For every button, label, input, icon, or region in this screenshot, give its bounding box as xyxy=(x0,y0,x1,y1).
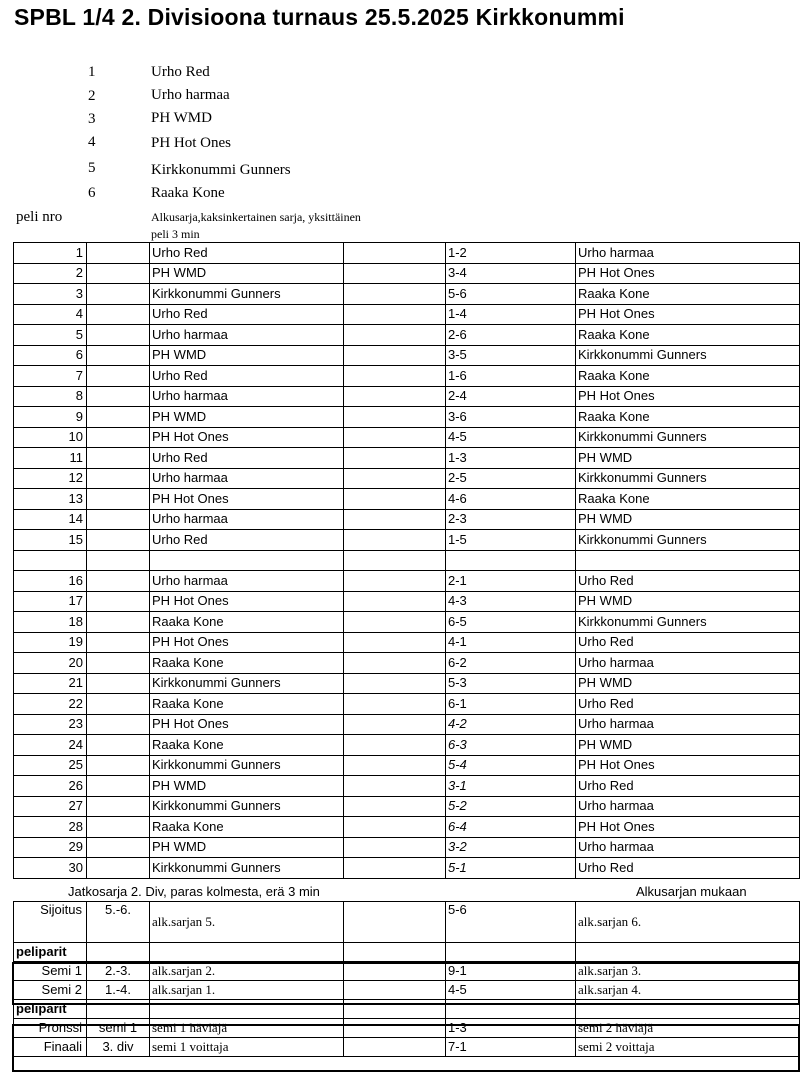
game-number: 24 xyxy=(14,735,87,756)
pairing: 1-3 xyxy=(446,448,576,469)
empty-cell xyxy=(87,591,150,612)
pairing: 5-3 xyxy=(446,673,576,694)
away-team: Raaka Kone xyxy=(576,325,800,346)
empty-cell xyxy=(344,612,446,633)
empty-cell xyxy=(87,325,150,346)
game-row xyxy=(14,509,800,530)
home-team: Urho harmaa xyxy=(150,509,344,530)
away-team: Urho harmaa xyxy=(576,714,800,735)
home-team: PH Hot Ones xyxy=(150,489,344,510)
team-number: 3 xyxy=(88,111,96,127)
empty-cell xyxy=(87,284,150,305)
home-cell: alk.sarjan 5. xyxy=(150,902,344,943)
row-label: Semi 2 xyxy=(14,981,87,1000)
away-team: PH Hot Ones xyxy=(576,386,800,407)
schedule-table xyxy=(13,242,800,879)
empty-cell xyxy=(344,673,446,694)
home-team: Raaka Kone xyxy=(150,735,344,756)
pairing: 1-6 xyxy=(446,366,576,387)
away-team: Urho Red xyxy=(576,858,800,879)
empty-cell xyxy=(87,837,150,858)
away-team: PH WMD xyxy=(576,509,800,530)
away-team: Urho Red xyxy=(576,776,800,797)
game-row xyxy=(14,243,800,264)
away-cell: alk.sarjan 6. xyxy=(576,902,800,943)
bronze-row xyxy=(14,1019,800,1038)
rank-cell: semi 1 xyxy=(87,1019,150,1038)
away-cell: alk.sarjan 4. xyxy=(576,981,800,1000)
empty-cell xyxy=(87,304,150,325)
game-row xyxy=(14,632,800,653)
game-row xyxy=(14,325,800,346)
game-number: 29 xyxy=(14,837,87,858)
game-row xyxy=(14,345,800,366)
empty-cell xyxy=(87,735,150,756)
game-row xyxy=(14,468,800,489)
empty-cell xyxy=(344,448,446,469)
home-cell: semi 1 voittaja xyxy=(150,1038,344,1057)
home-team: PH WMD xyxy=(150,263,344,284)
empty-cell xyxy=(344,735,446,756)
rank-cell: 1.-4. xyxy=(87,981,150,1000)
empty-cell xyxy=(344,407,446,428)
game-row xyxy=(14,386,800,407)
game-row xyxy=(14,735,800,756)
game-row xyxy=(14,489,800,510)
home-team: Urho Red xyxy=(150,448,344,469)
game-number: 6 xyxy=(14,345,87,366)
according-to-preliminary-label: Alkusarjan mukaan xyxy=(636,884,747,899)
game-number: 17 xyxy=(14,591,87,612)
team-number: 1 xyxy=(88,64,96,80)
away-team: Urho Red xyxy=(576,571,800,592)
pairs-header-row xyxy=(14,1000,800,1019)
away-team: Urho Red xyxy=(576,632,800,653)
game-row xyxy=(14,530,800,551)
game-row xyxy=(14,366,800,387)
empty-cell xyxy=(87,694,150,715)
team-name: Raaka Kone xyxy=(151,185,225,201)
home-team: PH Hot Ones xyxy=(150,427,344,448)
away-team: Urho harmaa xyxy=(576,653,800,674)
pairing: 6-5 xyxy=(446,612,576,633)
empty-cell xyxy=(87,632,150,653)
empty-cell xyxy=(87,858,150,879)
empty-cell xyxy=(344,325,446,346)
game-row xyxy=(14,817,800,838)
game-row xyxy=(14,653,800,674)
empty-cell xyxy=(87,653,150,674)
game-number: 1 xyxy=(14,243,87,264)
home-team: PH WMD xyxy=(150,776,344,797)
empty-cell xyxy=(344,755,446,776)
game-row xyxy=(14,776,800,797)
pairing: 5-6 xyxy=(446,284,576,305)
home-team: PH Hot Ones xyxy=(150,714,344,735)
empty-cell xyxy=(344,796,446,817)
game-number: 16 xyxy=(14,571,87,592)
away-team: Urho harmaa xyxy=(576,243,800,264)
empty-cell xyxy=(344,427,446,448)
pairing: 1-5 xyxy=(446,530,576,551)
empty-cell xyxy=(344,243,446,264)
row-label: Finaali xyxy=(14,1038,87,1057)
empty-cell xyxy=(344,571,446,592)
game-number: 7 xyxy=(14,366,87,387)
team-name: Urho harmaa xyxy=(151,87,230,103)
empty-cell xyxy=(87,448,150,469)
empty-cell xyxy=(344,509,446,530)
game-number: 22 xyxy=(14,694,87,715)
pairs-label: peliparit xyxy=(14,943,87,962)
home-team: Raaka Kone xyxy=(150,653,344,674)
empty-cell xyxy=(344,962,446,981)
pairing: 3-1 xyxy=(446,776,576,797)
final-row xyxy=(14,1038,800,1057)
pairing: 5-2 xyxy=(446,796,576,817)
pairing: 2-3 xyxy=(446,509,576,530)
home-team: Urho Red xyxy=(150,366,344,387)
home-team: Raaka Kone xyxy=(150,612,344,633)
game-number: 9 xyxy=(14,407,87,428)
home-team: Urho Red xyxy=(150,530,344,551)
row-label: Sijoitus xyxy=(14,902,87,943)
game-row xyxy=(14,796,800,817)
page-title: SPBL 1/4 2. Divisioona turnaus 25.5.2025 Kirkkonummi xyxy=(14,4,625,30)
game-row xyxy=(14,591,800,612)
game-number: 8 xyxy=(14,386,87,407)
pairing: 3-4 xyxy=(446,263,576,284)
semi2-row xyxy=(14,981,800,1000)
game-row xyxy=(14,612,800,633)
game-row xyxy=(14,837,800,858)
team-name: Urho Red xyxy=(151,64,210,80)
empty-cell xyxy=(87,755,150,776)
empty-cell xyxy=(344,981,446,1000)
rank-cell: 5.-6. xyxy=(87,902,150,943)
game-number: 3 xyxy=(14,284,87,305)
empty-cell xyxy=(344,653,446,674)
team-number: 4 xyxy=(88,134,96,150)
pairs-label: peliparit xyxy=(14,1000,87,1019)
pairing: 5-1 xyxy=(446,858,576,879)
team-number: 2 xyxy=(88,88,96,104)
game-row xyxy=(14,263,800,284)
game-number: 19 xyxy=(14,632,87,653)
pair-cell: 4-5 xyxy=(446,981,576,1000)
game-number: 12 xyxy=(14,468,87,489)
home-team: PH WMD xyxy=(150,345,344,366)
pairing: 6-3 xyxy=(446,735,576,756)
game-row xyxy=(14,858,800,879)
empty-cell xyxy=(344,902,446,943)
away-team: PH Hot Ones xyxy=(576,817,800,838)
empty-cell xyxy=(87,366,150,387)
away-cell: semi 2 voittaja xyxy=(576,1038,800,1057)
team-name: Kirkkonummi Gunners xyxy=(151,162,291,178)
away-team: Urho Red xyxy=(576,694,800,715)
empty-cell xyxy=(87,263,150,284)
away-team: Raaka Kone xyxy=(576,366,800,387)
pairing: 3-6 xyxy=(446,407,576,428)
empty-cell xyxy=(344,714,446,735)
empty-cell xyxy=(87,386,150,407)
home-team: Urho Red xyxy=(150,243,344,264)
empty-cell xyxy=(87,796,150,817)
empty-cell xyxy=(344,284,446,305)
placement-row xyxy=(14,902,800,943)
home-team: Urho Red xyxy=(150,304,344,325)
pair-cell: 9-1 xyxy=(446,962,576,981)
away-team: Kirkkonummi Gunners xyxy=(576,468,800,489)
home-team: Kirkkonummi Gunners xyxy=(150,796,344,817)
playoff-series-title: Jatkosarja 2. Div, paras kolmesta, erä 3 min xyxy=(68,884,320,899)
home-team: Kirkkonummi Gunners xyxy=(150,284,344,305)
game-number: 14 xyxy=(14,509,87,530)
pairing: 5-4 xyxy=(446,755,576,776)
empty-cell xyxy=(344,530,446,551)
game-number: 5 xyxy=(14,325,87,346)
away-team: PH WMD xyxy=(576,448,800,469)
rank-cell: 3. div xyxy=(87,1038,150,1057)
home-team: Urho harmaa xyxy=(150,571,344,592)
empty-cell xyxy=(344,817,446,838)
home-cell: semi 1 häviäjä xyxy=(150,1019,344,1038)
game-number: 15 xyxy=(14,530,87,551)
empty-cell xyxy=(87,776,150,797)
empty-cell xyxy=(87,489,150,510)
game-row xyxy=(14,571,800,592)
game-number: 13 xyxy=(14,489,87,510)
away-team: PH WMD xyxy=(576,591,800,612)
empty-cell xyxy=(344,386,446,407)
empty-cell xyxy=(87,345,150,366)
pairing: 1-2 xyxy=(446,243,576,264)
playoff-header xyxy=(0,884,800,901)
empty-cell xyxy=(87,407,150,428)
away-team: Urho harmaa xyxy=(576,837,800,858)
away-team: PH Hot Ones xyxy=(576,755,800,776)
pairing: 6-2 xyxy=(446,653,576,674)
away-team: PH WMD xyxy=(576,735,800,756)
pair-cell: 7-1 xyxy=(446,1038,576,1057)
away-team: PH WMD xyxy=(576,673,800,694)
home-team: Raaka Kone xyxy=(150,694,344,715)
home-team: Raaka Kone xyxy=(150,817,344,838)
home-team: Kirkkonummi Gunners xyxy=(150,858,344,879)
empty-cell xyxy=(344,632,446,653)
away-team: Raaka Kone xyxy=(576,407,800,428)
game-row xyxy=(14,284,800,305)
pairing: 2-1 xyxy=(446,571,576,592)
empty-cell xyxy=(87,817,150,838)
game-number: 27 xyxy=(14,796,87,817)
empty-cell xyxy=(344,263,446,284)
empty-cell xyxy=(344,1019,446,1038)
empty-cell xyxy=(87,427,150,448)
pairing: 6-4 xyxy=(446,817,576,838)
empty-cell xyxy=(344,837,446,858)
game-number: 11 xyxy=(14,448,87,469)
empty-cell xyxy=(344,489,446,510)
empty-cell xyxy=(87,468,150,489)
pair-cell: 1-3 xyxy=(446,1019,576,1038)
home-team: PH Hot Ones xyxy=(150,591,344,612)
game-number: 30 xyxy=(14,858,87,879)
home-cell: alk.sarjan 2. xyxy=(150,962,344,981)
home-team: PH Hot Ones xyxy=(150,632,344,653)
empty-cell xyxy=(344,776,446,797)
game-row xyxy=(14,407,800,428)
pairing: 2-4 xyxy=(446,386,576,407)
home-cell: alk.sarjan 1. xyxy=(150,981,344,1000)
home-team: Kirkkonummi Gunners xyxy=(150,673,344,694)
away-team: Raaka Kone xyxy=(576,489,800,510)
row-label: Pronssi xyxy=(14,1019,87,1038)
empty-cell xyxy=(344,345,446,366)
team-number: 6 xyxy=(88,185,96,201)
empty-cell xyxy=(344,694,446,715)
game-number: 21 xyxy=(14,673,87,694)
game-number: 25 xyxy=(14,755,87,776)
away-cell: alk.sarjan 3. xyxy=(576,962,800,981)
away-team: Raaka Kone xyxy=(576,284,800,305)
spacer-row xyxy=(14,550,800,571)
empty-cell xyxy=(344,858,446,879)
away-team: PH Hot Ones xyxy=(576,304,800,325)
row-label: Semi 1 xyxy=(14,962,87,981)
home-team: PH WMD xyxy=(150,407,344,428)
empty-cell xyxy=(87,243,150,264)
game-number: 28 xyxy=(14,817,87,838)
pairing: 6-1 xyxy=(446,694,576,715)
away-cell: semi 2 häviäjä xyxy=(576,1019,800,1038)
empty-cell xyxy=(87,673,150,694)
game-number-label: peli nro xyxy=(16,209,63,225)
home-team: Kirkkonummi Gunners xyxy=(150,755,344,776)
away-team: Kirkkonummi Gunners xyxy=(576,427,800,448)
playoff-table xyxy=(13,901,800,1057)
pairing: 4-2 xyxy=(446,714,576,735)
game-number: 10 xyxy=(14,427,87,448)
empty-cell xyxy=(87,612,150,633)
away-team: Kirkkonummi Gunners xyxy=(576,530,800,551)
pairing: 3-2 xyxy=(446,837,576,858)
away-team: Kirkkonummi Gunners xyxy=(576,612,800,633)
semi1-row xyxy=(14,962,800,981)
team-name: PH WMD xyxy=(151,110,212,126)
game-number: 23 xyxy=(14,714,87,735)
home-team: PH WMD xyxy=(150,837,344,858)
game-number: 26 xyxy=(14,776,87,797)
game-number: 2 xyxy=(14,263,87,284)
game-row xyxy=(14,714,800,735)
empty-cell xyxy=(87,509,150,530)
game-row xyxy=(14,448,800,469)
pairing: 4-1 xyxy=(446,632,576,653)
empty-cell xyxy=(344,366,446,387)
empty-cell xyxy=(87,530,150,551)
pairing: 4-3 xyxy=(446,591,576,612)
home-team: Urho harmaa xyxy=(150,468,344,489)
pairing: 4-5 xyxy=(446,427,576,448)
game-number: 18 xyxy=(14,612,87,633)
empty-cell xyxy=(87,714,150,735)
game-row xyxy=(14,304,800,325)
pair-cell: 5-6 xyxy=(446,902,576,943)
pairs-header-row xyxy=(14,943,800,962)
empty-cell xyxy=(344,591,446,612)
pairing: 3-5 xyxy=(446,345,576,366)
home-team: Urho harmaa xyxy=(150,325,344,346)
game-row xyxy=(14,427,800,448)
game-row xyxy=(14,694,800,715)
game-row xyxy=(14,673,800,694)
home-team: Urho harmaa xyxy=(150,386,344,407)
preliminary-series-description: Alkusarja,kaksinkertainen sarja, yksittäinen peli 3 min xyxy=(151,210,361,241)
pairing: 2-5 xyxy=(446,468,576,489)
empty-cell xyxy=(344,304,446,325)
game-number: 4 xyxy=(14,304,87,325)
team-number: 5 xyxy=(88,160,96,176)
team-name: PH Hot Ones xyxy=(151,135,232,151)
pairing: 1-4 xyxy=(446,304,576,325)
away-team: PH Hot Ones xyxy=(576,263,800,284)
empty-cell xyxy=(344,468,446,489)
game-row xyxy=(14,755,800,776)
away-team: Urho harmaa xyxy=(576,796,800,817)
away-team: Kirkkonummi Gunners xyxy=(576,345,800,366)
pairing: 4-6 xyxy=(446,489,576,510)
pairing: 2-6 xyxy=(446,325,576,346)
rank-cell: 2.-3. xyxy=(87,962,150,981)
empty-cell xyxy=(87,571,150,592)
game-number: 20 xyxy=(14,653,87,674)
empty-cell xyxy=(344,1038,446,1057)
